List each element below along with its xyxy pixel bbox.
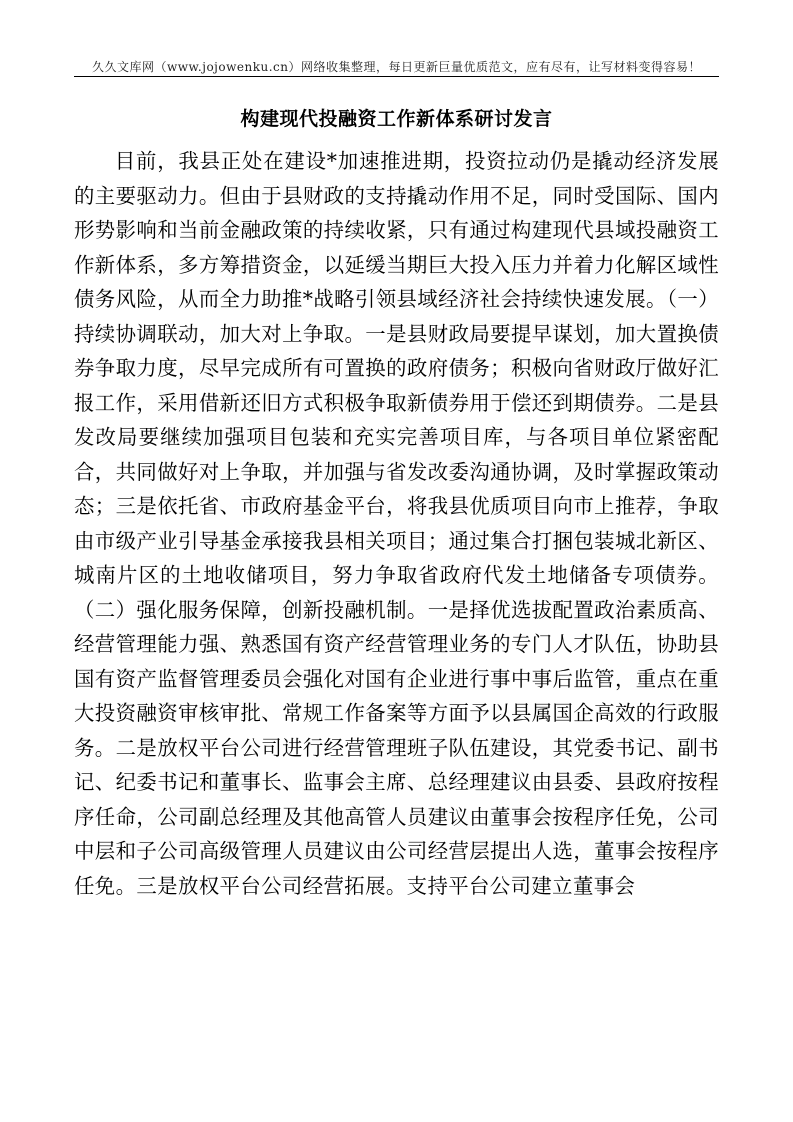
body-paragraph: 目前，我县正处在建设*加速推进期，投资拉动仍是撬动经济发展的主要驱动力。但由于县财政的支持撬动作用不足，同时受国际、国内形势影响和当前金融政策的持续收紧，只有通过构建现代县域投融资工作新体系，多方筹措资金，以延缓当期巨大投入压力并着力化解区域性债务风险，从而全力助推*战略引领县域经济社会持续快速发展。（一）持续协调联动，加大对上争取。一是县财政局要提早谋划，加大置换债券争取力度，尽早完成所有可置换的政府债务；积极向省财政厅做好汇报工作，采用借新还旧方式积极争取新债券用于偿还到期债券。二是县发改局要继续加强项目包装和充实完善项目库，与各项目单位紧密配合，共同做好对上争取，并加强与省发改委沟通协调，及时掌握政策动态；三是依托省、市政府基金平台，将我县优质项目向市上推荐，争取由市级产业引导基金承接我县相关项目；通过集合打捆包装城北新区、城南片区的土地收储项目，努力争取省政府代发土地储备专项债券。（二）强化服务保障，创新投融机制。一是择优选拔配置政治素质高、经营管理能力强、熟悉国有资产经营管理业务的专门人才队伍，协助县国有资产监督管理委员会强化对国有企业进行事中事后监管，重点在重大投资融资审核审批、常规工作备案等方面予以县属国企高效的行政服务。二是放权平台公司进行经营管理班子队伍建设，其党委书记、副书记、纪委书记和董事长、监事会主席、总经理建议由县委、县政府按程序任命，公司副总经理及其他高管人员建议由董事会按程序任免，公司中层和子公司高级管理人员建议由公司经营层提出人选，董事会按程序任免。三是放权平台公司经营拓展。支持平台公司建立董事会 [74,149,719,898]
header-divider [74,76,719,77]
page-header: 久久文库网（www.jojowenku.cn）网络收集整理，每日更新巨量优质范文，应有尽有，让写材料变得容易！ [92,60,701,74]
document-title: 构建现代投融资工作新体系研讨发言 [240,108,553,130]
